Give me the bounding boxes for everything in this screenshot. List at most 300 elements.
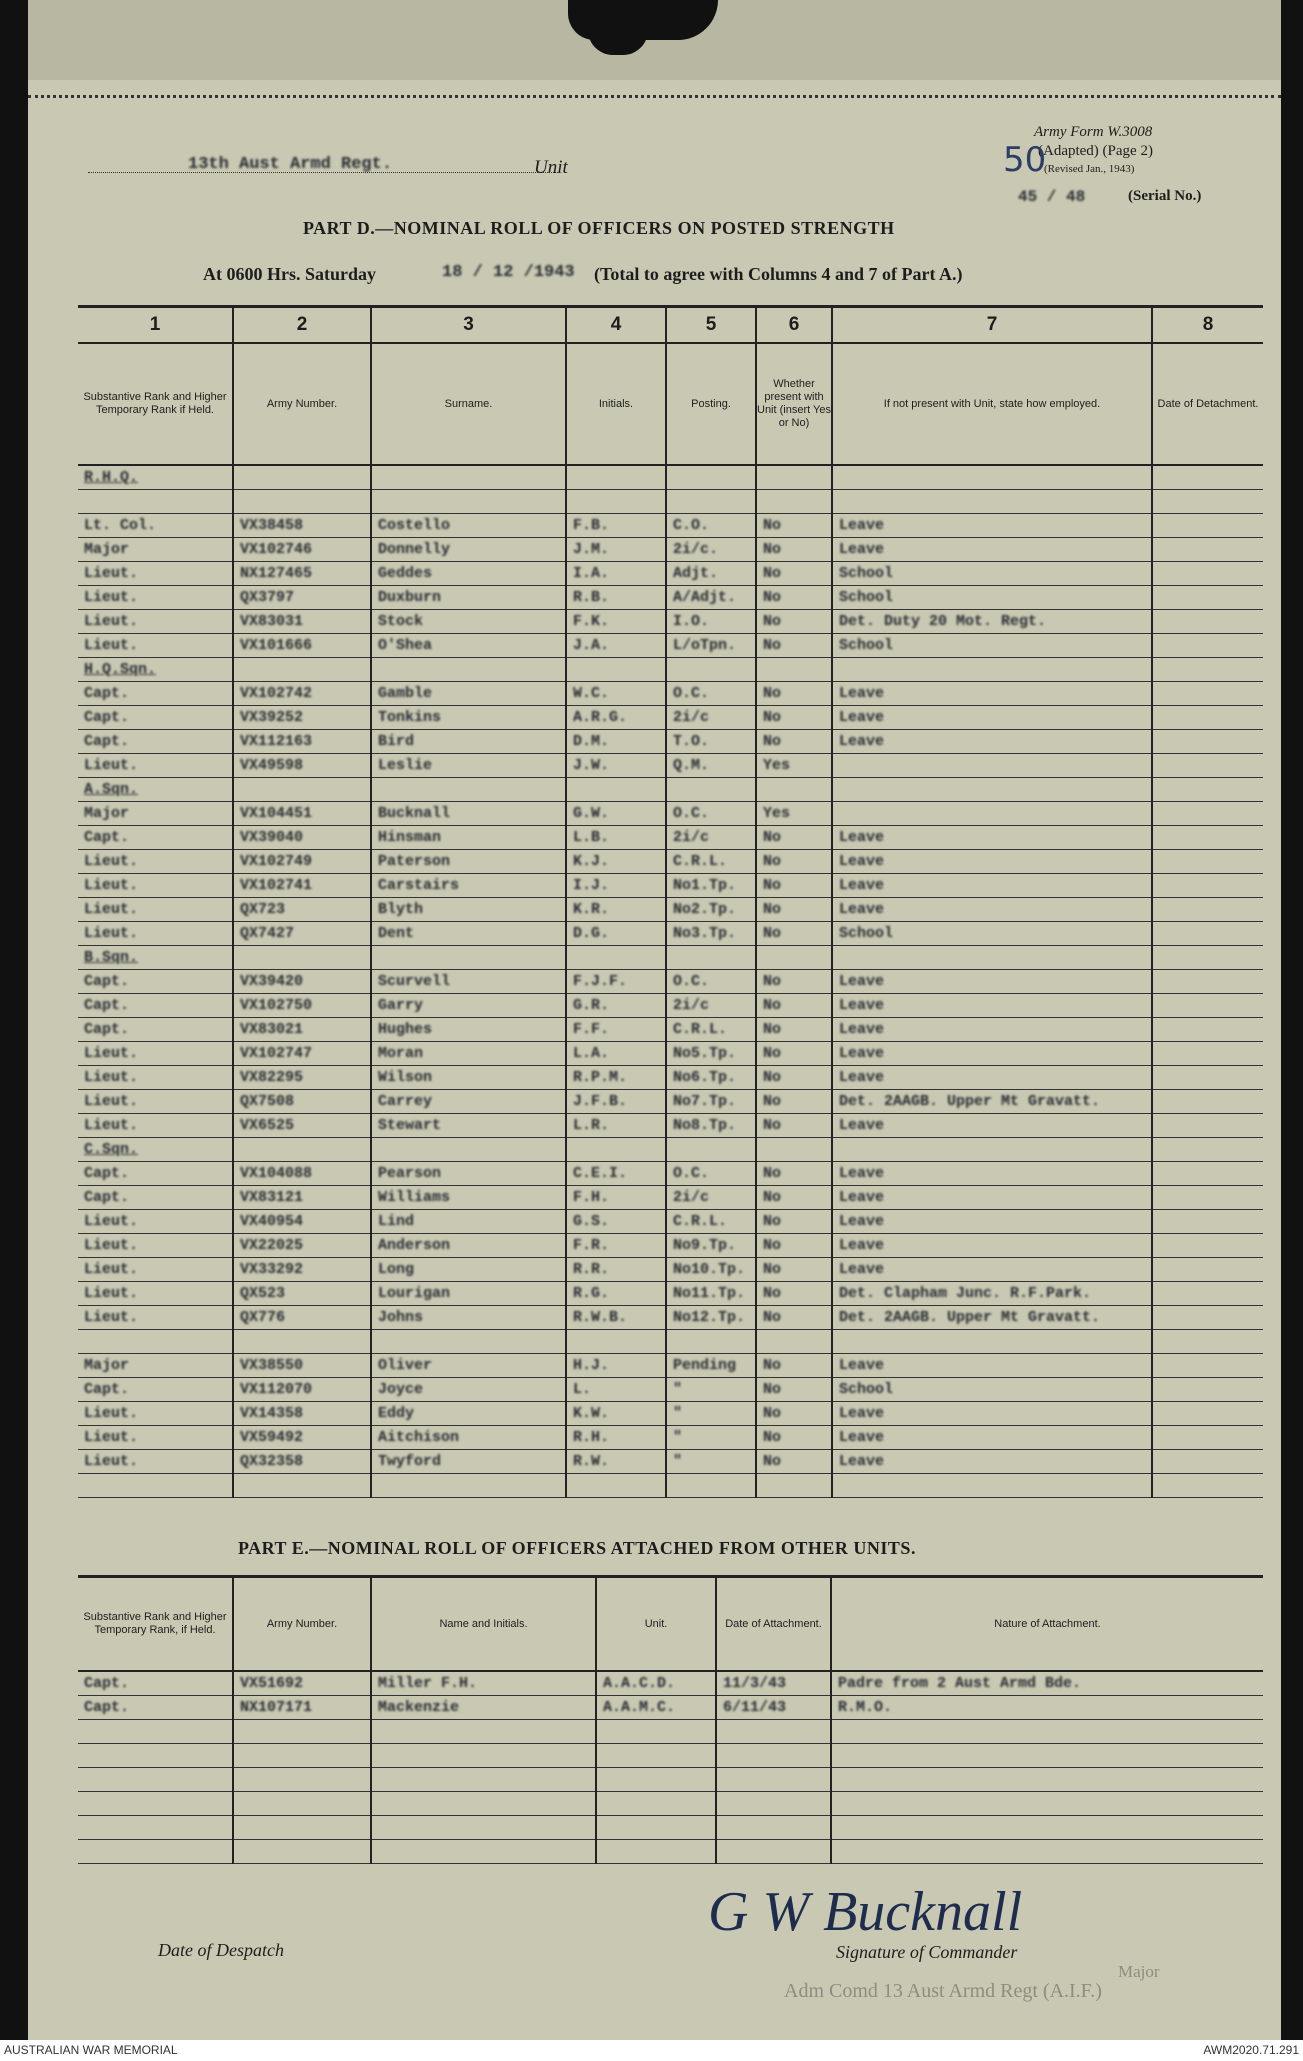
cell-text: Lieut. bbox=[84, 757, 139, 774]
cell-text: K.R. bbox=[573, 901, 610, 918]
cell-text: 6/11/43 bbox=[723, 1699, 787, 1716]
cell-text: VX82295 bbox=[240, 1069, 304, 1086]
cell-text: Lieut. bbox=[84, 1453, 139, 1470]
cell-text: R.H. bbox=[573, 1429, 610, 1446]
credit-right: AWM2020.71.291 bbox=[1203, 2043, 1299, 2057]
cell-text: Padre from 2 Aust Armd Bde. bbox=[838, 1675, 1082, 1692]
cell-text: C.R.L. bbox=[673, 853, 728, 870]
cell-text: Det. Clapham Junc. R.F.Park. bbox=[839, 1285, 1092, 1302]
cell-text: L/oTpn. bbox=[673, 637, 737, 654]
table-cell bbox=[666, 490, 756, 514]
cell-text: Leave bbox=[839, 973, 885, 990]
cell-text: No bbox=[763, 1285, 782, 1302]
table-cell bbox=[1152, 898, 1263, 922]
cell-text: No bbox=[763, 901, 782, 918]
cell-text: A.R.G. bbox=[573, 709, 628, 726]
table-cell bbox=[233, 946, 371, 970]
cell-text bbox=[667, 1333, 673, 1350]
commander-signature: G W Bucknall bbox=[708, 1881, 1023, 1943]
cell-text: Miller F.H. bbox=[378, 1675, 478, 1692]
part-e-column-header-3: Name and Initials. bbox=[371, 1577, 596, 1672]
table-cell bbox=[371, 1696, 596, 1720]
table-cell bbox=[371, 970, 566, 994]
table-row bbox=[78, 1282, 1263, 1306]
cell-text bbox=[234, 1843, 240, 1860]
table-cell bbox=[78, 730, 233, 754]
cell-text: No bbox=[763, 1189, 782, 1206]
cell-text bbox=[1153, 1117, 1159, 1134]
table-cell bbox=[666, 850, 756, 874]
cell-text: VX102746 bbox=[240, 541, 313, 558]
table-cell bbox=[832, 754, 1152, 778]
cell-text: QX776 bbox=[240, 1309, 286, 1326]
table-cell bbox=[832, 1402, 1152, 1426]
table-row bbox=[78, 1066, 1263, 1090]
table-cell bbox=[233, 1042, 371, 1066]
table-row bbox=[78, 922, 1263, 946]
table-cell bbox=[371, 1840, 596, 1864]
table-cell bbox=[716, 1720, 831, 1744]
cell-text bbox=[717, 1843, 723, 1860]
cell-text: Moran bbox=[378, 1045, 424, 1062]
cell-text bbox=[372, 1723, 378, 1740]
cell-text: Lieut. bbox=[84, 613, 139, 630]
cell-text: Leave bbox=[839, 1045, 885, 1062]
table-row bbox=[78, 1210, 1263, 1234]
table-cell bbox=[832, 1162, 1152, 1186]
table-cell bbox=[78, 634, 233, 658]
cell-text: F.K. bbox=[573, 613, 610, 630]
cell-text bbox=[78, 1477, 84, 1494]
cell-text: Lieut. bbox=[84, 1309, 139, 1326]
table-cell bbox=[832, 1186, 1152, 1210]
table-cell bbox=[233, 1792, 371, 1816]
cell-text bbox=[1153, 1285, 1159, 1302]
table-cell bbox=[566, 1450, 666, 1474]
table-cell bbox=[832, 658, 1152, 682]
table-cell bbox=[371, 1474, 566, 1498]
cell-text: Pearson bbox=[378, 1165, 442, 1182]
column-number-6: 6 bbox=[756, 307, 832, 344]
table-cell bbox=[1152, 1138, 1263, 1162]
table-cell bbox=[566, 1234, 666, 1258]
table-cell bbox=[566, 1402, 666, 1426]
table-cell bbox=[233, 1234, 371, 1258]
table-cell bbox=[832, 514, 1152, 538]
table-cell bbox=[1152, 1378, 1263, 1402]
cell-text: Lieut. bbox=[84, 1045, 139, 1062]
table-cell bbox=[233, 802, 371, 826]
table-cell bbox=[371, 658, 566, 682]
cell-text: Wilson bbox=[378, 1069, 433, 1086]
cell-text bbox=[1153, 541, 1159, 558]
table-cell bbox=[566, 1042, 666, 1066]
cell-text: F.B. bbox=[573, 517, 610, 534]
table-cell bbox=[566, 1066, 666, 1090]
table-cell bbox=[831, 1720, 1263, 1744]
table-cell bbox=[566, 826, 666, 850]
cell-text: VX102749 bbox=[240, 853, 313, 870]
cell-text: No12.Tp. bbox=[673, 1309, 746, 1326]
cell-text bbox=[372, 1333, 378, 1350]
table-row bbox=[78, 465, 1263, 490]
cell-text bbox=[78, 1723, 84, 1740]
cell-text: L.A. bbox=[573, 1045, 610, 1062]
cell-text: Leslie bbox=[378, 757, 433, 774]
cell-text bbox=[1153, 853, 1159, 870]
column-number-4: 4 bbox=[566, 307, 666, 344]
table-cell bbox=[832, 1042, 1152, 1066]
cell-text: J.A. bbox=[573, 637, 610, 654]
table-cell bbox=[666, 465, 756, 490]
cell-text bbox=[832, 1843, 838, 1860]
table-cell bbox=[233, 1378, 371, 1402]
table-cell bbox=[832, 490, 1152, 514]
cell-text: VX49598 bbox=[240, 757, 304, 774]
table-cell bbox=[233, 1162, 371, 1186]
table-cell bbox=[371, 586, 566, 610]
table-row bbox=[78, 826, 1263, 850]
cell-text: G.R. bbox=[573, 997, 610, 1014]
table-row bbox=[78, 730, 1263, 754]
table-cell bbox=[233, 1210, 371, 1234]
form-name: Army Form W.3008 bbox=[1034, 124, 1153, 140]
table-cell bbox=[666, 1066, 756, 1090]
table-cell bbox=[566, 754, 666, 778]
table-cell bbox=[566, 490, 666, 514]
table-cell bbox=[832, 730, 1152, 754]
table-row bbox=[78, 1840, 1263, 1864]
table-cell bbox=[832, 778, 1152, 802]
cell-text: Leave bbox=[839, 1189, 885, 1206]
cell-text: Twyford bbox=[378, 1453, 442, 1470]
cell-text bbox=[1153, 1189, 1159, 1206]
table-cell bbox=[756, 1186, 832, 1210]
table-cell bbox=[566, 1426, 666, 1450]
cell-text: Leave bbox=[839, 541, 885, 558]
table-cell bbox=[666, 514, 756, 538]
cell-text bbox=[832, 1723, 838, 1740]
table-cell bbox=[832, 1306, 1152, 1330]
cell-text: R.G. bbox=[573, 1285, 610, 1302]
cell-text bbox=[372, 781, 378, 798]
table-cell bbox=[78, 1768, 233, 1792]
cell-text bbox=[1153, 829, 1159, 846]
table-cell bbox=[371, 538, 566, 562]
cell-text: Leave bbox=[839, 1165, 885, 1182]
cell-text: School bbox=[839, 565, 894, 582]
cell-text: Joyce bbox=[378, 1381, 424, 1398]
table-cell bbox=[666, 1282, 756, 1306]
cell-text: No bbox=[763, 829, 782, 846]
table-cell bbox=[78, 1671, 233, 1696]
cell-text: No bbox=[763, 1429, 782, 1446]
table-cell bbox=[666, 706, 756, 730]
table-cell bbox=[756, 1066, 832, 1090]
cell-text: L.B. bbox=[573, 829, 610, 846]
table-row bbox=[78, 874, 1263, 898]
cell-text: Bucknall bbox=[378, 805, 451, 822]
cell-text: O.C. bbox=[673, 1165, 710, 1182]
cell-text bbox=[1153, 781, 1159, 798]
table-row bbox=[78, 1768, 1263, 1792]
cell-text: Capt. bbox=[84, 997, 130, 1014]
table-cell bbox=[666, 1330, 756, 1354]
table-cell bbox=[566, 634, 666, 658]
table-cell bbox=[666, 1426, 756, 1450]
table-cell bbox=[233, 1018, 371, 1042]
table-cell bbox=[371, 1450, 566, 1474]
cell-text: VX83031 bbox=[240, 613, 304, 630]
table-cell bbox=[666, 538, 756, 562]
cell-text: Dent bbox=[378, 925, 415, 942]
table-cell bbox=[78, 874, 233, 898]
table-cell bbox=[233, 898, 371, 922]
table-row bbox=[78, 1696, 1263, 1720]
cell-text: No bbox=[763, 637, 782, 654]
table-cell bbox=[666, 1042, 756, 1066]
part-e-column-header-5: Date of Attachment. bbox=[716, 1577, 831, 1672]
table-cell bbox=[666, 562, 756, 586]
table-cell bbox=[666, 802, 756, 826]
cell-text bbox=[833, 781, 839, 798]
column-header-7: If not present with Unit, state how employed. bbox=[832, 343, 1152, 465]
table-cell bbox=[832, 1066, 1152, 1090]
cell-text: Capt. bbox=[84, 685, 130, 702]
table-cell bbox=[233, 1474, 371, 1498]
cell-text: No bbox=[763, 1093, 782, 1110]
cell-text: School bbox=[839, 589, 894, 606]
part-e-column-header-1: Substantive Rank and Higher Temporary Rank, if Held. bbox=[78, 1577, 233, 1672]
table-cell bbox=[233, 538, 371, 562]
table-row bbox=[78, 1138, 1263, 1162]
cell-text: D.M. bbox=[573, 733, 610, 750]
table-row bbox=[78, 802, 1263, 826]
cell-text bbox=[234, 781, 240, 798]
cell-text: Leave bbox=[839, 901, 885, 918]
cell-text bbox=[234, 1723, 240, 1740]
table-cell bbox=[78, 1378, 233, 1402]
table-cell bbox=[596, 1720, 716, 1744]
table-cell bbox=[666, 1402, 756, 1426]
table-cell bbox=[666, 1018, 756, 1042]
cell-text: No bbox=[763, 1045, 782, 1062]
cell-text bbox=[833, 949, 839, 966]
cell-text bbox=[667, 781, 673, 798]
table-cell bbox=[371, 994, 566, 1018]
table-cell bbox=[233, 1066, 371, 1090]
cell-text: Duxburn bbox=[378, 589, 442, 606]
table-cell bbox=[1152, 682, 1263, 706]
cell-text: VX38550 bbox=[240, 1357, 304, 1374]
table-cell bbox=[1152, 1090, 1263, 1114]
cell-text: Yes bbox=[763, 757, 791, 774]
table-cell bbox=[371, 1090, 566, 1114]
cell-text bbox=[234, 1819, 240, 1836]
table-cell bbox=[756, 658, 832, 682]
cell-text bbox=[372, 1843, 378, 1860]
cell-text bbox=[757, 1477, 763, 1494]
cell-text bbox=[1153, 517, 1159, 534]
cell-text bbox=[567, 1333, 573, 1350]
cell-text bbox=[667, 949, 673, 966]
table-cell bbox=[371, 1234, 566, 1258]
cell-text: Lieut. bbox=[84, 877, 139, 894]
table-row bbox=[78, 1258, 1263, 1282]
table-cell bbox=[666, 754, 756, 778]
cell-text bbox=[757, 661, 763, 678]
table-cell bbox=[566, 706, 666, 730]
cell-text: R.R. bbox=[573, 1261, 610, 1278]
table-cell bbox=[566, 1282, 666, 1306]
cell-text: No bbox=[763, 877, 782, 894]
cell-text bbox=[234, 1771, 240, 1788]
table-cell bbox=[233, 1768, 371, 1792]
column-header-1: Substantive Rank and Higher Temporary Rank if Held. bbox=[78, 343, 233, 465]
table-cell bbox=[756, 898, 832, 922]
table-cell bbox=[566, 874, 666, 898]
table-cell bbox=[233, 610, 371, 634]
table-cell bbox=[666, 586, 756, 610]
cell-text bbox=[372, 1819, 378, 1836]
table-cell bbox=[1152, 1330, 1263, 1354]
table-cell bbox=[371, 610, 566, 634]
table-cell bbox=[666, 874, 756, 898]
cell-text: No bbox=[763, 541, 782, 558]
table-cell bbox=[1152, 634, 1263, 658]
cell-text bbox=[717, 1771, 723, 1788]
table-cell bbox=[233, 1306, 371, 1330]
cell-text: Leave bbox=[839, 997, 885, 1014]
table-cell bbox=[78, 1816, 233, 1840]
table-cell bbox=[832, 1354, 1152, 1378]
table-cell bbox=[832, 1282, 1152, 1306]
table-cell bbox=[1152, 1354, 1263, 1378]
table-cell bbox=[566, 994, 666, 1018]
cell-text bbox=[372, 949, 378, 966]
table-cell bbox=[1152, 1066, 1263, 1090]
cell-text: No bbox=[763, 1165, 782, 1182]
cell-text: A.A.C.D. bbox=[603, 1675, 676, 1692]
cell-text: Lieut. bbox=[84, 1429, 139, 1446]
cell-text: No bbox=[763, 1357, 782, 1374]
table-cell bbox=[233, 922, 371, 946]
cell-text bbox=[832, 1795, 838, 1812]
cell-text: I.J. bbox=[573, 877, 610, 894]
table-cell bbox=[371, 1330, 566, 1354]
cell-text: " bbox=[673, 1453, 683, 1470]
cell-text bbox=[1153, 1213, 1159, 1230]
table-row bbox=[78, 850, 1263, 874]
table-cell bbox=[78, 1720, 233, 1744]
cell-text bbox=[567, 661, 573, 678]
table-cell bbox=[1152, 610, 1263, 634]
cell-text: School bbox=[839, 925, 894, 942]
table-row bbox=[78, 1402, 1263, 1426]
table-cell bbox=[832, 970, 1152, 994]
table-cell bbox=[233, 994, 371, 1018]
table-cell bbox=[566, 1090, 666, 1114]
cell-text: Det. Duty 20 Mot. Regt. bbox=[839, 613, 1047, 630]
cell-text bbox=[372, 1747, 378, 1764]
cell-text bbox=[1153, 637, 1159, 654]
date-of-despatch-label: Date of Despatch bbox=[158, 1940, 284, 1960]
table-cell bbox=[716, 1696, 831, 1720]
cell-text: L.R. bbox=[573, 1117, 610, 1134]
cell-text: W.C. bbox=[573, 685, 610, 702]
cell-text: No bbox=[763, 733, 782, 750]
part-e-column-header-6: Nature of Attachment. bbox=[831, 1577, 1263, 1672]
table-cell bbox=[78, 658, 233, 682]
cell-text: I.A. bbox=[573, 565, 610, 582]
table-cell bbox=[666, 970, 756, 994]
table-cell bbox=[371, 1258, 566, 1282]
table-cell bbox=[78, 1138, 233, 1162]
cell-text: VX38458 bbox=[240, 517, 304, 534]
table-cell bbox=[596, 1671, 716, 1696]
table-cell bbox=[832, 874, 1152, 898]
table-cell bbox=[566, 970, 666, 994]
cell-text bbox=[372, 469, 378, 486]
table-cell bbox=[371, 1186, 566, 1210]
table-cell bbox=[233, 1354, 371, 1378]
table-cell bbox=[566, 1018, 666, 1042]
table-cell bbox=[756, 1450, 832, 1474]
cell-text bbox=[372, 661, 378, 678]
table-row bbox=[78, 658, 1263, 682]
table-row bbox=[78, 1186, 1263, 1210]
table-cell bbox=[233, 826, 371, 850]
cell-text bbox=[372, 493, 378, 510]
table-cell bbox=[566, 1186, 666, 1210]
cell-text bbox=[234, 1747, 240, 1764]
table-cell bbox=[78, 1474, 233, 1498]
cell-text bbox=[78, 1843, 84, 1860]
table-cell bbox=[233, 706, 371, 730]
table-cell bbox=[756, 610, 832, 634]
cell-text: Capt. bbox=[84, 1021, 130, 1038]
cell-text: K.J. bbox=[573, 853, 610, 870]
table-cell bbox=[233, 730, 371, 754]
cell-text bbox=[1153, 661, 1159, 678]
table-cell bbox=[756, 754, 832, 778]
cell-text bbox=[1153, 757, 1159, 774]
table-cell bbox=[756, 1330, 832, 1354]
table-cell bbox=[78, 802, 233, 826]
table-cell bbox=[371, 922, 566, 946]
table-cell bbox=[756, 634, 832, 658]
table-cell bbox=[716, 1816, 831, 1840]
table-cell bbox=[832, 1450, 1152, 1474]
cell-text bbox=[567, 1141, 573, 1158]
cell-text: Leave bbox=[839, 1357, 885, 1374]
table-cell bbox=[371, 730, 566, 754]
table-cell bbox=[78, 1792, 233, 1816]
column-header-6: Whether present with Unit (insert Yes or No) bbox=[756, 343, 832, 465]
table-cell bbox=[233, 874, 371, 898]
cell-text: T.O. bbox=[673, 733, 710, 750]
cell-text: No bbox=[763, 565, 782, 582]
cell-text: Major bbox=[84, 805, 130, 822]
table-cell bbox=[233, 1090, 371, 1114]
cell-text: Leave bbox=[839, 853, 885, 870]
cell-text: Q.M. bbox=[673, 757, 710, 774]
table-cell bbox=[756, 1354, 832, 1378]
signature-of-commander-label: Signature of Commander bbox=[836, 1942, 1018, 1962]
cell-text: Lieut. bbox=[84, 1213, 139, 1230]
table-cell bbox=[832, 802, 1152, 826]
table-cell bbox=[371, 1768, 596, 1792]
